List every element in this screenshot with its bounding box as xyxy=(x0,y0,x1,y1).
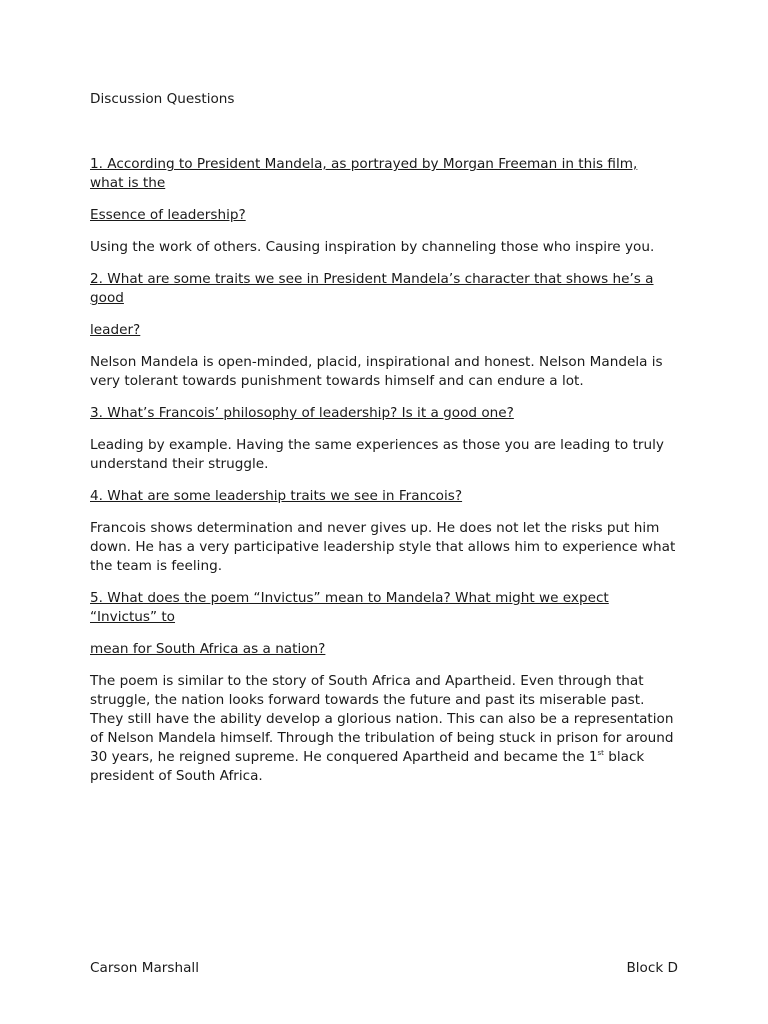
question-2-part-2: leader? xyxy=(90,322,141,338)
question-1-part-2: Essence of leadership? xyxy=(90,207,246,223)
answer-4: Francois shows determination and never gives up. He does not let the risks put him down. He has a very participative leadership style that allows him to experience what the team is feeling. xyxy=(90,520,676,574)
question-5-part-2: mean for South Africa as a nation? xyxy=(90,641,326,657)
question-1-part-1: 1. According to President Mandela, as portrayed by Morgan Freeman in this film, what is the xyxy=(90,156,638,191)
answer-1: Using the work of others. Causing inspiration by channeling those who inspire you. xyxy=(90,239,655,255)
document-title: Discussion Questions xyxy=(90,91,235,107)
page-footer xyxy=(90,959,678,978)
question-3: 3. What’s Francois’ philosophy of leadership? Is it a good one? xyxy=(90,405,514,421)
footer-block: Block D xyxy=(626,960,678,976)
answer-5 xyxy=(90,672,680,786)
answer-2: Nelson Mandela is open-minded, placid, inspirational and honest. Nelson Mandela is very tolerant towards punishment towards himself and can endure a lot. xyxy=(90,354,663,389)
document-body xyxy=(90,90,690,799)
ordinal-superscript: st xyxy=(597,749,604,757)
question-4: 4. What are some leadership traits we see in Francois? xyxy=(90,488,463,504)
answer-5-tail: black president of South Africa. xyxy=(90,749,645,784)
question-5-part-1: 5. What does the poem “Invictus” mean to Mandela? What might we expect “Invictus” to xyxy=(90,590,609,625)
answer-5-text: The poem is similar to the story of South Africa and Apartheid. Even through that struggle, the nation looks forward towards the future and past its miserable past. They still have the ability develop a glorious nation. This can also be a representation of Nelson Mandela himself. Through the tribulation of being stuck in prison for around 30 years, he reigned supreme. He conquered Apartheid and became the 1 xyxy=(90,673,674,765)
answer-3: Leading by example. Having the same experiences as those you are leading to truly understand their struggle. xyxy=(90,437,664,472)
question-2-part-1: 2. What are some traits we see in President Mandela’s character that shows he’s a good xyxy=(90,271,654,306)
footer-author: Carson Marshall xyxy=(90,960,199,976)
